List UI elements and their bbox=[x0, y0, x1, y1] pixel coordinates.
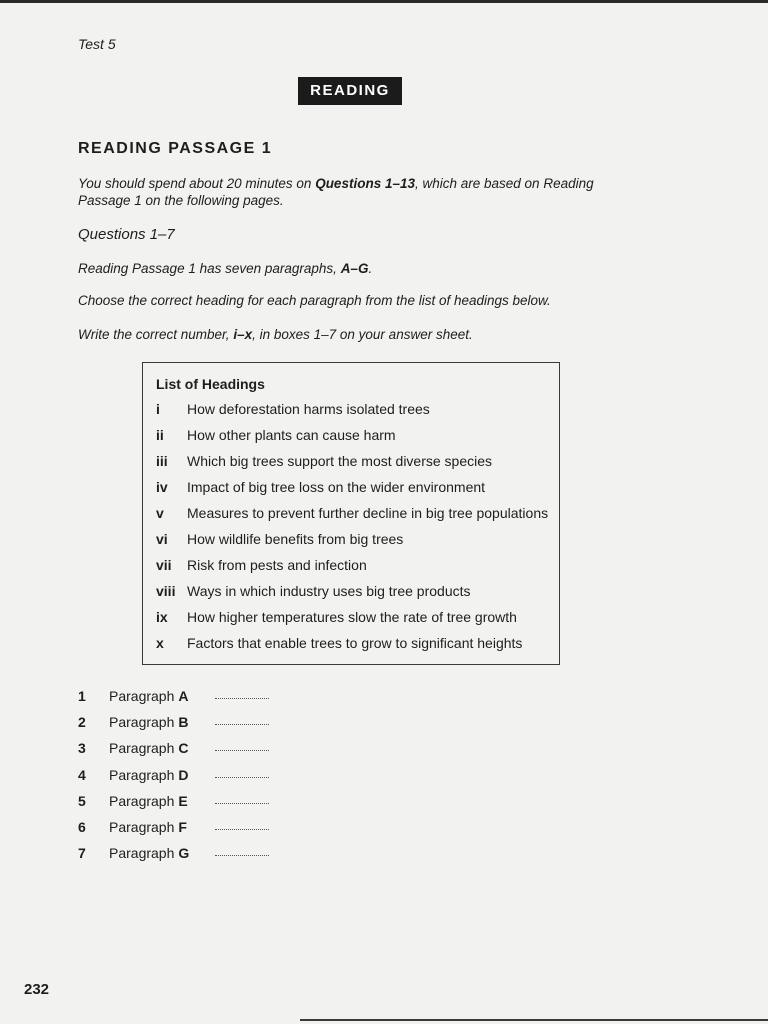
heading-text: Risk from pests and infection bbox=[187, 557, 367, 573]
paragraph-label: Paragraph bbox=[109, 845, 175, 861]
instruction3-after: , in boxes 1–7 on your answer sheet. bbox=[252, 327, 473, 342]
instruction-choose-heading: Choose the correct heading for each paragraph from the list of headings below. bbox=[78, 293, 551, 308]
paragraph-letter: E bbox=[178, 793, 188, 809]
paragraph-label: Paragraph bbox=[109, 740, 175, 756]
heading-numeral: iii bbox=[156, 453, 168, 469]
heading-item bbox=[156, 531, 403, 551]
answer-blank[interactable] bbox=[215, 750, 269, 751]
heading-numeral: vi bbox=[156, 531, 168, 547]
answer-row bbox=[78, 740, 189, 760]
top-rule bbox=[0, 0, 768, 3]
heading-numeral: v bbox=[156, 505, 164, 521]
heading-numeral: i bbox=[156, 401, 160, 417]
question-number: 7 bbox=[78, 845, 86, 861]
paragraph-label: Paragraph bbox=[109, 688, 175, 704]
instruction1-bold: A–G bbox=[340, 261, 369, 276]
paragraph-label: Paragraph bbox=[109, 793, 175, 809]
answer-row bbox=[78, 688, 189, 708]
heading-item bbox=[156, 583, 471, 603]
heading-numeral: x bbox=[156, 635, 164, 651]
test-label: Test 5 bbox=[78, 36, 116, 52]
heading-numeral: ii bbox=[156, 427, 164, 443]
answer-row bbox=[78, 767, 189, 787]
answer-row bbox=[78, 819, 187, 839]
paragraph-letter: F bbox=[178, 819, 187, 835]
heading-item bbox=[156, 401, 430, 421]
question-number: 1 bbox=[78, 688, 86, 704]
answer-blank[interactable] bbox=[215, 829, 269, 830]
heading-text: How deforestation harms isolated trees bbox=[187, 401, 430, 417]
heading-item bbox=[156, 479, 485, 499]
paragraph-label: Paragraph bbox=[109, 714, 175, 730]
intro-bold: Questions 1–13 bbox=[315, 176, 415, 191]
answer-blank[interactable] bbox=[215, 724, 269, 725]
heading-item bbox=[156, 453, 492, 473]
section-badge: READING bbox=[298, 77, 402, 105]
paragraph-label: Paragraph bbox=[109, 767, 175, 783]
heading-text: How higher temperatures slow the rate of tree growth bbox=[187, 609, 517, 625]
instruction-write-number bbox=[78, 327, 473, 342]
question-number: 3 bbox=[78, 740, 86, 756]
instruction3-before: Write the correct number, bbox=[78, 327, 234, 342]
paragraph-letter: D bbox=[178, 767, 189, 783]
question-number: 5 bbox=[78, 793, 86, 809]
paragraph-letter: C bbox=[178, 740, 189, 756]
questions-range: Questions 1–7 bbox=[78, 226, 175, 243]
heading-numeral: ix bbox=[156, 609, 168, 625]
answer-row bbox=[78, 714, 189, 734]
instruction3-bold: i–x bbox=[233, 327, 253, 342]
heading-text: Measures to prevent further decline in big tree populations bbox=[187, 505, 549, 521]
heading-item bbox=[156, 609, 517, 629]
list-of-headings-box bbox=[142, 362, 560, 665]
heading-item bbox=[156, 505, 548, 525]
heading-numeral: viii bbox=[156, 583, 176, 599]
page-number: 232 bbox=[24, 981, 50, 998]
question-number: 6 bbox=[78, 819, 86, 835]
passage-title: READING PASSAGE 1 bbox=[78, 140, 273, 157]
answer-blank[interactable] bbox=[215, 777, 269, 778]
heading-numeral: iv bbox=[156, 479, 168, 495]
answer-row bbox=[78, 793, 188, 813]
answer-row bbox=[78, 845, 189, 865]
heading-text: Which big trees support the most diverse species bbox=[187, 453, 493, 469]
paragraph-letter: G bbox=[178, 845, 190, 861]
heading-text: How other plants can cause harm bbox=[187, 427, 396, 443]
heading-item bbox=[156, 557, 367, 577]
paragraph-label: Paragraph bbox=[109, 819, 175, 835]
answer-blank[interactable] bbox=[215, 855, 269, 856]
heading-text: Factors that enable trees to grow to significant heights bbox=[187, 635, 523, 651]
headings-title: List of Headings bbox=[156, 376, 265, 392]
intro-before: You should spend about 20 minutes on bbox=[78, 176, 316, 191]
heading-item bbox=[156, 635, 522, 655]
instruction-paragraphs bbox=[78, 261, 372, 276]
question-number: 2 bbox=[78, 714, 86, 730]
bottom-rule bbox=[300, 1019, 768, 1021]
answer-blank[interactable] bbox=[215, 698, 269, 699]
heading-text: Ways in which industry uses big tree products bbox=[187, 583, 471, 599]
answer-blank[interactable] bbox=[215, 803, 269, 804]
heading-text: How wildlife benefits from big trees bbox=[187, 531, 404, 547]
instruction1-before: Reading Passage 1 has seven paragraphs, bbox=[78, 261, 341, 276]
heading-numeral: vii bbox=[156, 557, 172, 573]
heading-item bbox=[156, 427, 396, 447]
intro-after: , which are based on Reading Passage 1 on the following pages. bbox=[78, 176, 594, 208]
paragraph-letter: B bbox=[178, 714, 189, 730]
paragraph-letter: A bbox=[178, 688, 189, 704]
heading-text: Impact of big tree loss on the wider environment bbox=[187, 479, 486, 495]
instruction1-after: . bbox=[368, 261, 373, 276]
question-number: 4 bbox=[78, 767, 86, 783]
intro-text bbox=[78, 175, 598, 209]
